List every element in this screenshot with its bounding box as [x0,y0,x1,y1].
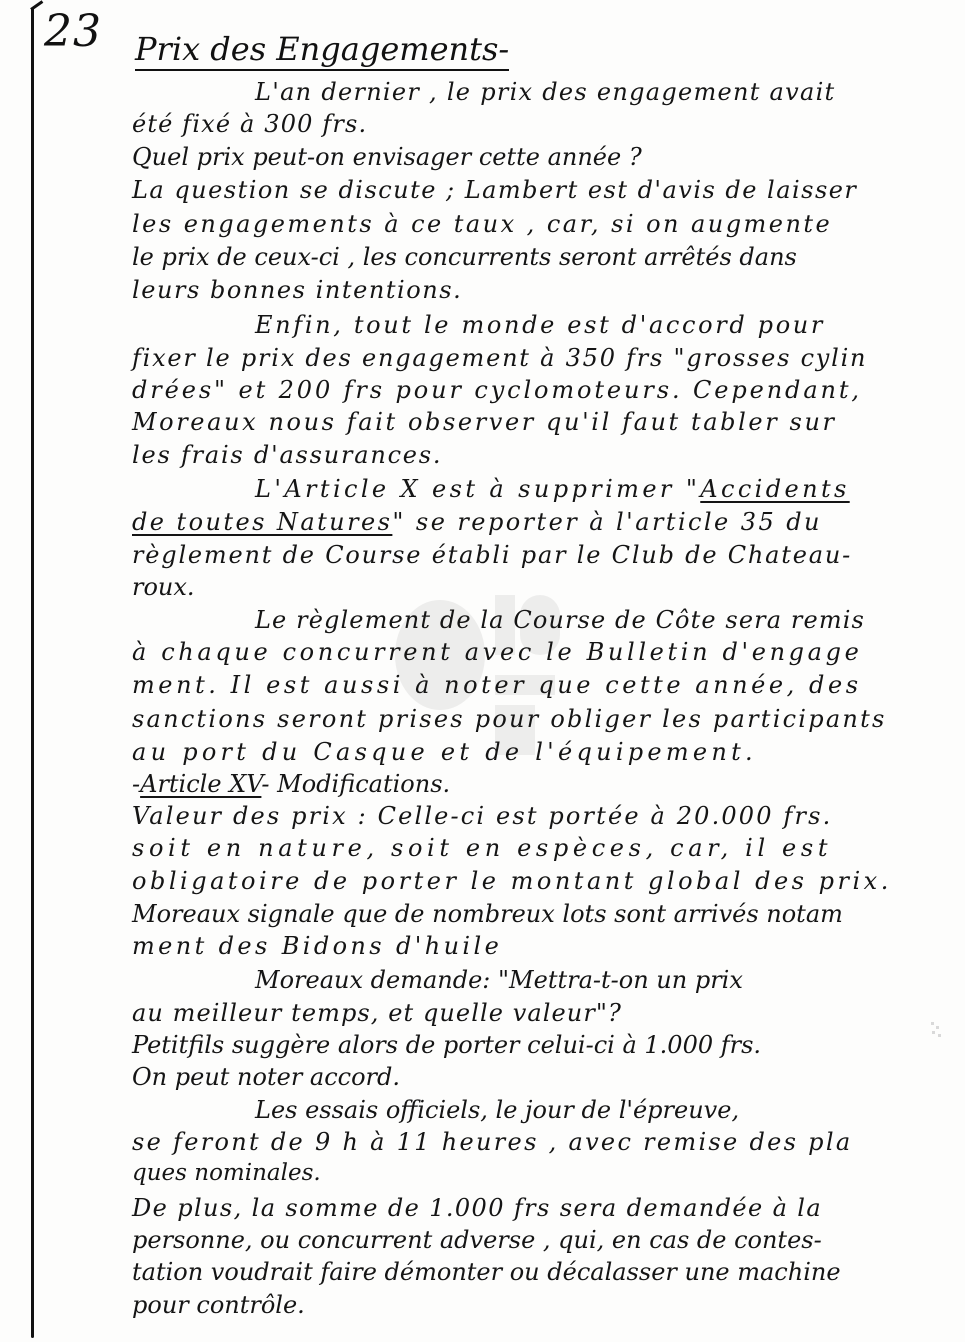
text-line: au meilleur temps, et quelle valeur"? [132,999,622,1027]
text-line: fixer le prix des engagement à 350 frs "grosses cylin [132,344,868,372]
text-line: ment. Il est aussi à noter que cette année, des [132,671,862,699]
text-line: Moreaux demande: "Mettra-t-on un prix [255,966,743,994]
text-line: roux. [132,573,195,601]
text-line: soit en nature, soit en espèces, car, il est [132,834,833,862]
text-line: ment des Bidons d'huile [132,932,503,960]
text-line: sanctions seront prises pour obliger les participants [132,705,887,733]
text-line: Le règlement de la Course de Côte sera remis [255,606,865,634]
text-line: se feront de 9 h à 11 heures , avec remise des pla [132,1128,853,1156]
page-title: Prix des Engagements- [135,30,509,71]
text-line: à chaque concurrent avec le Bulletin d'engage [132,638,863,666]
text-line: Valeur des prix : Celle-ci est portée à 20.000 frs. [132,802,833,830]
text-line: Enfin, tout le monde est d'accord pour [255,311,826,339]
text-line: L'an dernier , le prix des engagement avait [255,78,836,106]
text-line: Moreaux nous fait observer qu'il faut tabler sur [132,408,837,436]
text-line: personne, ou concurrent adverse , qui, en cas de contes- [132,1226,822,1254]
text-line: De plus, la somme de 1.000 frs sera demandée à la [132,1194,823,1222]
text-line: au port du Casque et de l'équipement. [132,738,757,766]
text-line: ques nominales. [132,1160,321,1186]
scan-artifact [930,1020,944,1040]
margin-line-hook [30,0,43,10]
text-line: Moreaux signale que de nombreux lots sont arrivés notam [132,900,843,928]
text-line: La question se discute ; Lambert est d'avis de laisser [132,176,858,204]
text-line: Les essais officiels, le jour de l'épreuve, [255,1096,740,1124]
text-line: leurs bonnes intentions. [132,276,463,304]
text-line: les frais d'assurances. [132,441,443,469]
text-line: obligatoire de porter le montant global des prix. [132,867,892,895]
text-line: le prix de ceux-ci , les concurrents seront arrêtés dans [132,243,797,271]
text-line: de toutes Natures" se reporter à l'article 35 du [132,508,822,536]
text-line: règlement de Course établi par le Club de Chateau- [132,541,853,569]
margin-line [31,8,34,1338]
text-line: pour contrôle. [132,1291,305,1319]
text-line: On peut noter accord. [132,1063,401,1091]
text-line: L'Article X est à supprimer "Accidents [255,475,850,503]
text-line: tation voudrait faire démonter ou décalasser une machine [132,1258,841,1286]
text-line: été fixé à 300 frs. [132,110,368,138]
text-line: -Article XV- Modifications. [132,770,451,798]
text-line: Petitfils suggère alors de porter celui-ci à 1.000 frs. [132,1031,762,1059]
text-line: les engagements à ce taux , car, si on augmente [132,210,833,238]
text-line: drées" et 200 frs pour cyclomoteurs. Cependant, [132,376,862,404]
page-number: 23 [44,6,102,57]
text-line: Quel prix peut-on envisager cette année ? [132,143,642,171]
